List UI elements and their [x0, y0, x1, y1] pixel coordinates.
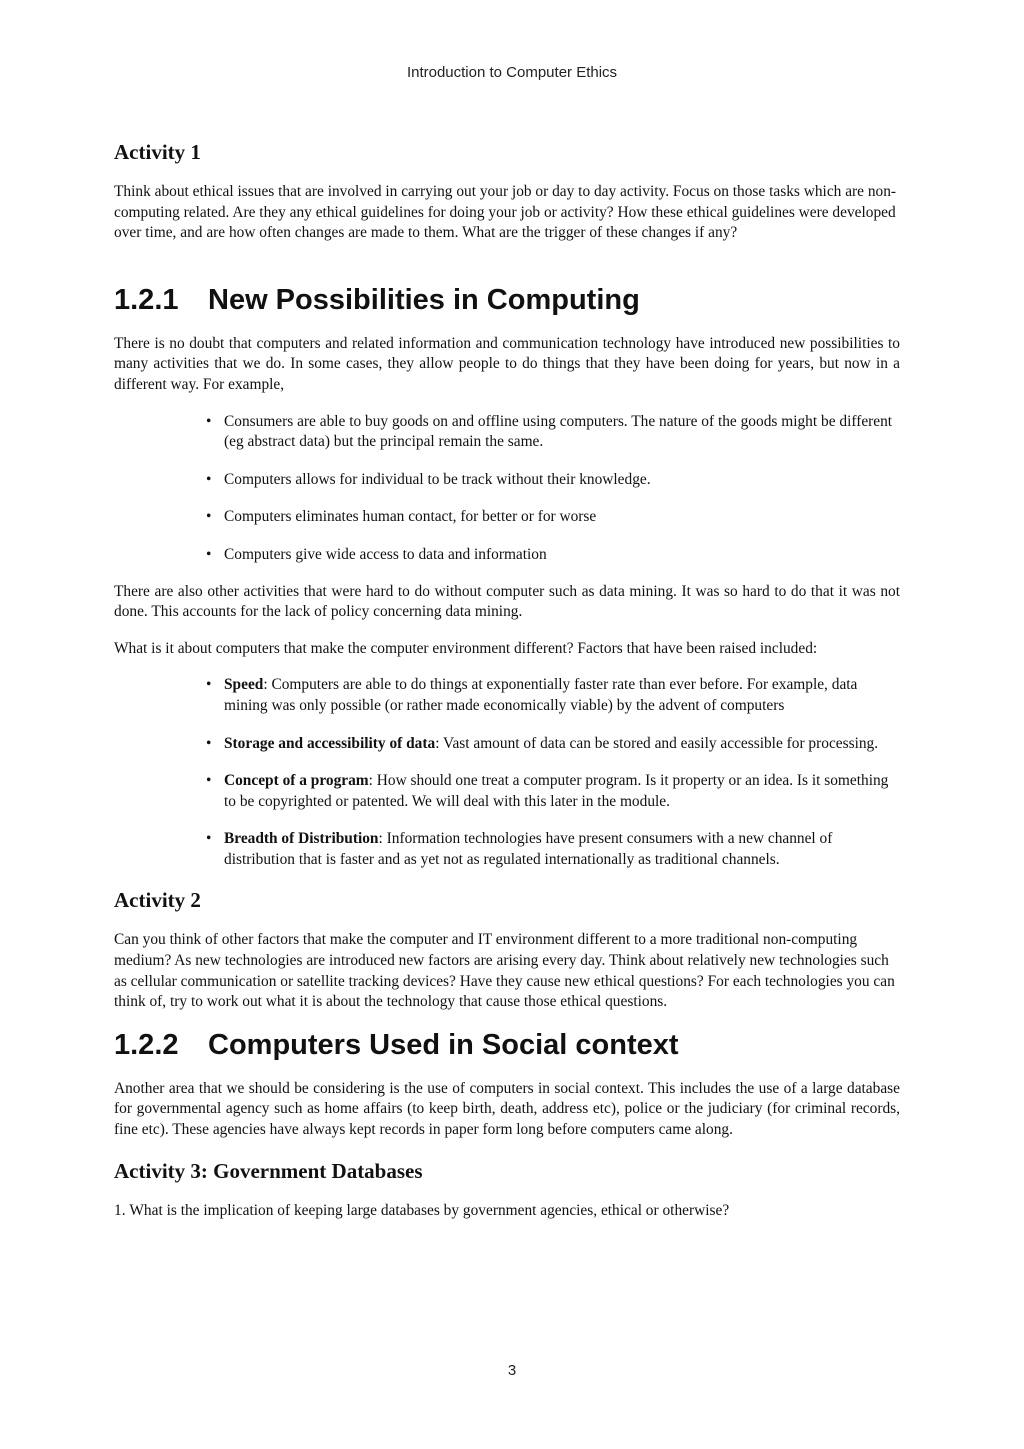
section-1-2-1-heading: [114, 282, 900, 318]
factor-term: Breadth of Distribution: [224, 830, 379, 848]
activity-1-text: Think about ethical issues that are involved in carrying out your job or day to day activity. Focus on those tasks which are non-computing related. Are they any ethical guidelines for doing your job or activity? How these ethical guidelines were developed over time, and are how often changes are made to them. What are the trigger of these changes if any?: [114, 183, 897, 242]
list-item: • Computers allows for individual to be track without their knowledge.: [206, 470, 900, 491]
section-title: Computers Used in Social context: [208, 1028, 679, 1061]
examples-list: [114, 412, 900, 566]
factor-term: Concept of a program: [224, 772, 369, 790]
bullet-icon: •: [206, 734, 212, 752]
activity-2-text: Can you think of other factors that make the computer and IT environment different to a more traditional non-computing medium? As new technologies are introduced new factors are arising every day. Think about relatively new technologies such as cellular communication or satellite tracking devices? Have they cause new ethical questions? For each technologies you can think of, try to work out what it is about the technology that cause those ethical questions.: [114, 931, 895, 1011]
bullet-icon: •: [206, 412, 212, 430]
bullet-icon: •: [206, 830, 212, 848]
list-item: • Speed: Computers are able to do things at exponentially faster rate than ever before. For example, data mining was only possible (or rather made economically viable) by the advent of computers: [206, 676, 858, 714]
section-1-2-2-text: Another area that we should be considering is the use of computers in social context. This includes the use of a large database for governmental agency such as home affairs (to keep birth, death, address etc), police or the judiciary (for criminal records, fine etc). These agencies have always kept records in paper form long before computers came along.: [114, 1079, 900, 1139]
bullet-icon: •: [206, 676, 212, 694]
section-title: New Possibilities in Computing: [208, 283, 640, 316]
list-item: • Computers give wide access to data and information: [206, 545, 900, 566]
list-item: • Consumers are able to buy goods on and offline using computers. The nature of the goods might be different (eg abstract data) but the principal remain the same.: [206, 412, 893, 451]
question-number: 1.: [114, 1201, 126, 1219]
list-item: • Storage and accessibility of data: Vast amount of data can be stored and easily accessible for processing.: [206, 734, 900, 755]
activity-3-heading: Activity 3: Government Databases: [114, 1158, 423, 1183]
activity-3-questions: [114, 1201, 900, 1222]
list-item: 1. What is the implication of keeping large databases by government agencies, ethical or otherwise?: [114, 1201, 730, 1219]
list-item: • Breadth of Distribution: Information technologies have present consumers with a new channel of distribution that is faster and as yet not as regulated internationally as traditional channels.: [206, 830, 833, 868]
list-item: • Concept of a program: How should one treat a computer program. Is it property or an idea. Is it something to be copyrighted or patented. We will deal with this later in the module.: [206, 772, 889, 810]
data-mining-paragraph: There are also other activities that were hard to do without computer such as data mining. It was so hard to do that it was not done. This accounts for the lack of policy concerning data mining.: [114, 582, 900, 621]
factors-intro-paragraph: What is it about computers that make the computer environment different? Factors that have been raised included:: [114, 639, 818, 657]
activity-2-heading: Activity 2: [114, 888, 201, 913]
activity-1-heading: Activity 1: [114, 140, 201, 164]
section-number: 1.2.1: [114, 283, 179, 316]
factor-term: Speed: [224, 676, 264, 694]
bullet-icon: •: [206, 470, 212, 488]
section-1-2-2-heading: [114, 1027, 900, 1063]
list-item: • Computers eliminates human contact, for better or for worse: [206, 507, 900, 528]
section-1-2-1-intro: There is no doubt that computers and related information and communication technology have introduced new possibilities to many activities that we do. In some cases, they allow people to do things that they have been doing for years, but now in a different way. For example,: [114, 334, 900, 393]
page-content: [114, 138, 900, 1221]
bullet-icon: •: [206, 545, 212, 563]
factors-list: [114, 675, 900, 870]
factor-term: Storage and accessibility of data: [224, 734, 436, 752]
running-header: Introduction to Computer Ethics: [406, 64, 618, 81]
page-number: 3: [507, 1362, 517, 1379]
section-number: 1.2.2: [114, 1028, 179, 1061]
bullet-icon: •: [206, 772, 212, 790]
bullet-icon: •: [206, 508, 212, 526]
